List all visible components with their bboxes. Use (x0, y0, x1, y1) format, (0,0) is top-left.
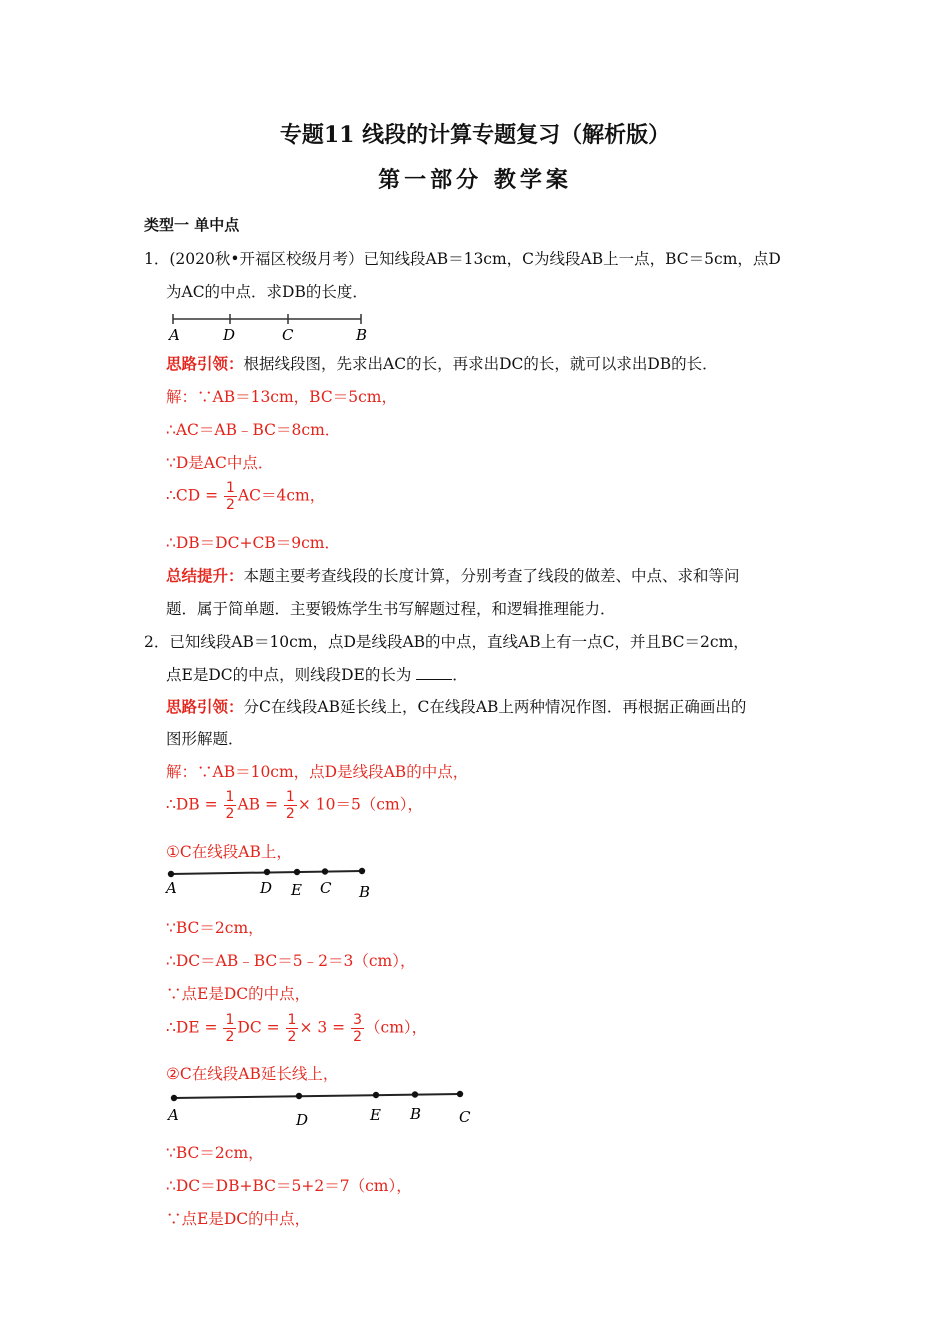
cd-suffix: AC＝4cm， (237, 486, 326, 505)
q2-hint-line1 (166, 695, 746, 717)
q1-hint (166, 352, 718, 374)
fig-label-b: B (410, 1105, 422, 1123)
q2-stem-end: ． (452, 666, 468, 684)
q2-stem-line2 (166, 663, 468, 685)
frac-numerator: 1 (226, 480, 235, 496)
frac-denominator: 2 (287, 1029, 297, 1045)
q1-stem-line1: 1．(2020秋•开福区校级月考）已知线段AB＝13cm，C为线段AB上一点，BC＝5cm，点D (144, 250, 781, 268)
q1-summary-line2: 题．属于简单题．主要锻炼学生书写解题过程，和逻辑推理能力． (166, 600, 616, 618)
q1-sol-line3: ∵D是AC中点． (166, 454, 274, 472)
q1-summary-line1 (166, 564, 740, 586)
fig-label-a: A (168, 1106, 179, 1124)
page-title: 专题11 线段的计算专题复习（解析版） (279, 122, 671, 148)
q2-stem-text: 点E是DC的中点，则线段DE的长为 (166, 666, 412, 684)
fraction-half (284, 790, 297, 821)
fig-label-d: D (296, 1111, 309, 1128)
q1-sol-line2: ∴AC＝AB﹣BC＝8cm． (166, 421, 341, 439)
fraction-half (224, 481, 237, 512)
fig-label-b: B (356, 326, 368, 344)
fig-label-a: A (166, 879, 177, 897)
answer-blank (416, 679, 452, 680)
q2-case2-heading: ②C在线段AB延长线上， (166, 1065, 339, 1083)
frac-numerator: 1 (287, 1012, 297, 1028)
q2-c1-line2: ∴DC＝AB﹣BC＝5﹣2＝3（cm）， (166, 952, 416, 970)
q2-sol-line1: 解：∵AB＝10cm，点D是线段AB的中点， (166, 763, 469, 781)
q2-sol-de (166, 1013, 427, 1044)
frac-numerator: 1 (225, 789, 235, 805)
fig-label-c: C (282, 326, 294, 344)
hint-label: 思路引领： (166, 698, 244, 716)
q2-c2-line2: ∴DC＝DB+BC＝5+2＝7（cm）， (166, 1177, 412, 1195)
frac-numerator: 3 (353, 1012, 363, 1028)
fig-label-e: E (291, 881, 302, 899)
section-heading: 类型一 单中点 (144, 216, 240, 234)
fig-label-e: E (370, 1106, 381, 1124)
q2-c1-line1: ∵BC＝2cm， (166, 919, 264, 937)
de-mid1: DC = (237, 1018, 280, 1037)
fig-label-c: C (320, 879, 332, 897)
page-subtitle: 第一部分 教学案 (378, 167, 572, 193)
q2-c1-line3: ∵点E是DC的中点， (166, 985, 311, 1003)
summary-label: 总结提升： (166, 567, 244, 585)
db-mid: AB = (237, 795, 278, 814)
fraction-half (223, 1013, 236, 1044)
de-mid2: × 3 = (299, 1018, 346, 1037)
hint-text: 分C在线段AB延长线上，C在线段AB上两种情况作图．再根据正确画出的 (243, 698, 747, 716)
fig-label-b: B (359, 883, 371, 901)
frac-numerator: 1 (285, 789, 295, 805)
hint-text: 根据线段图，先求出AC的长，再求出DC的长，就可以求出DB的长． (243, 355, 718, 373)
q1-sol-line1: 解：∵AB＝13cm，BC＝5cm， (166, 388, 397, 406)
q2-sol-db (166, 790, 423, 821)
fig-label-d: D (223, 326, 236, 344)
fig-label-c: C (459, 1108, 471, 1126)
fraction-three-halves (351, 1013, 364, 1044)
frac-denominator: 2 (225, 806, 235, 822)
hint-label: 思路引领： (166, 355, 244, 373)
de-prefix: ∴DE = (166, 1018, 218, 1037)
frac-denominator: 2 (225, 1029, 235, 1045)
summary-text: 本题主要考查线段的长度计算，分别考查了线段的做差、中点、求和等问 (243, 567, 740, 585)
db-prefix: ∴DB = (166, 795, 218, 814)
q1-segment-figure (168, 310, 368, 346)
de-suffix: （cm）， (365, 1018, 428, 1037)
frac-denominator: 2 (353, 1029, 363, 1045)
frac-denominator: 2 (285, 806, 295, 822)
q1-stem-line2: 为AC的中点．求DB的长度． (166, 283, 368, 301)
q2-c2-line3: ∵点E是DC的中点， (166, 1210, 311, 1228)
cd-prefix: ∴CD = (166, 486, 219, 505)
q2-case1-figure (164, 862, 378, 902)
frac-numerator: 1 (225, 1012, 235, 1028)
fig-label-d: D (260, 879, 273, 897)
frac-denominator: 2 (226, 497, 235, 513)
q2-case2-figure (164, 1086, 478, 1128)
q2-hint-line2: 图形解题． (166, 730, 244, 748)
fraction-half (224, 790, 237, 821)
fraction-half (286, 1013, 299, 1044)
q1-sol-cd (166, 481, 325, 512)
q2-stem-line1: 2．已知线段AB＝10cm，点D是线段AB的中点，直线AB上有一点C，并且BC＝2cm， (144, 633, 749, 651)
fig-label-a: A (169, 326, 180, 344)
q2-case1-heading: ①C在线段AB上， (166, 843, 292, 861)
q1-sol-db: ∴DB＝DC+CB＝9cm． (166, 534, 340, 552)
q2-c2-line1: ∵BC＝2cm， (166, 1144, 264, 1162)
db-suffix: × 10＝5（cm）， (297, 795, 423, 814)
